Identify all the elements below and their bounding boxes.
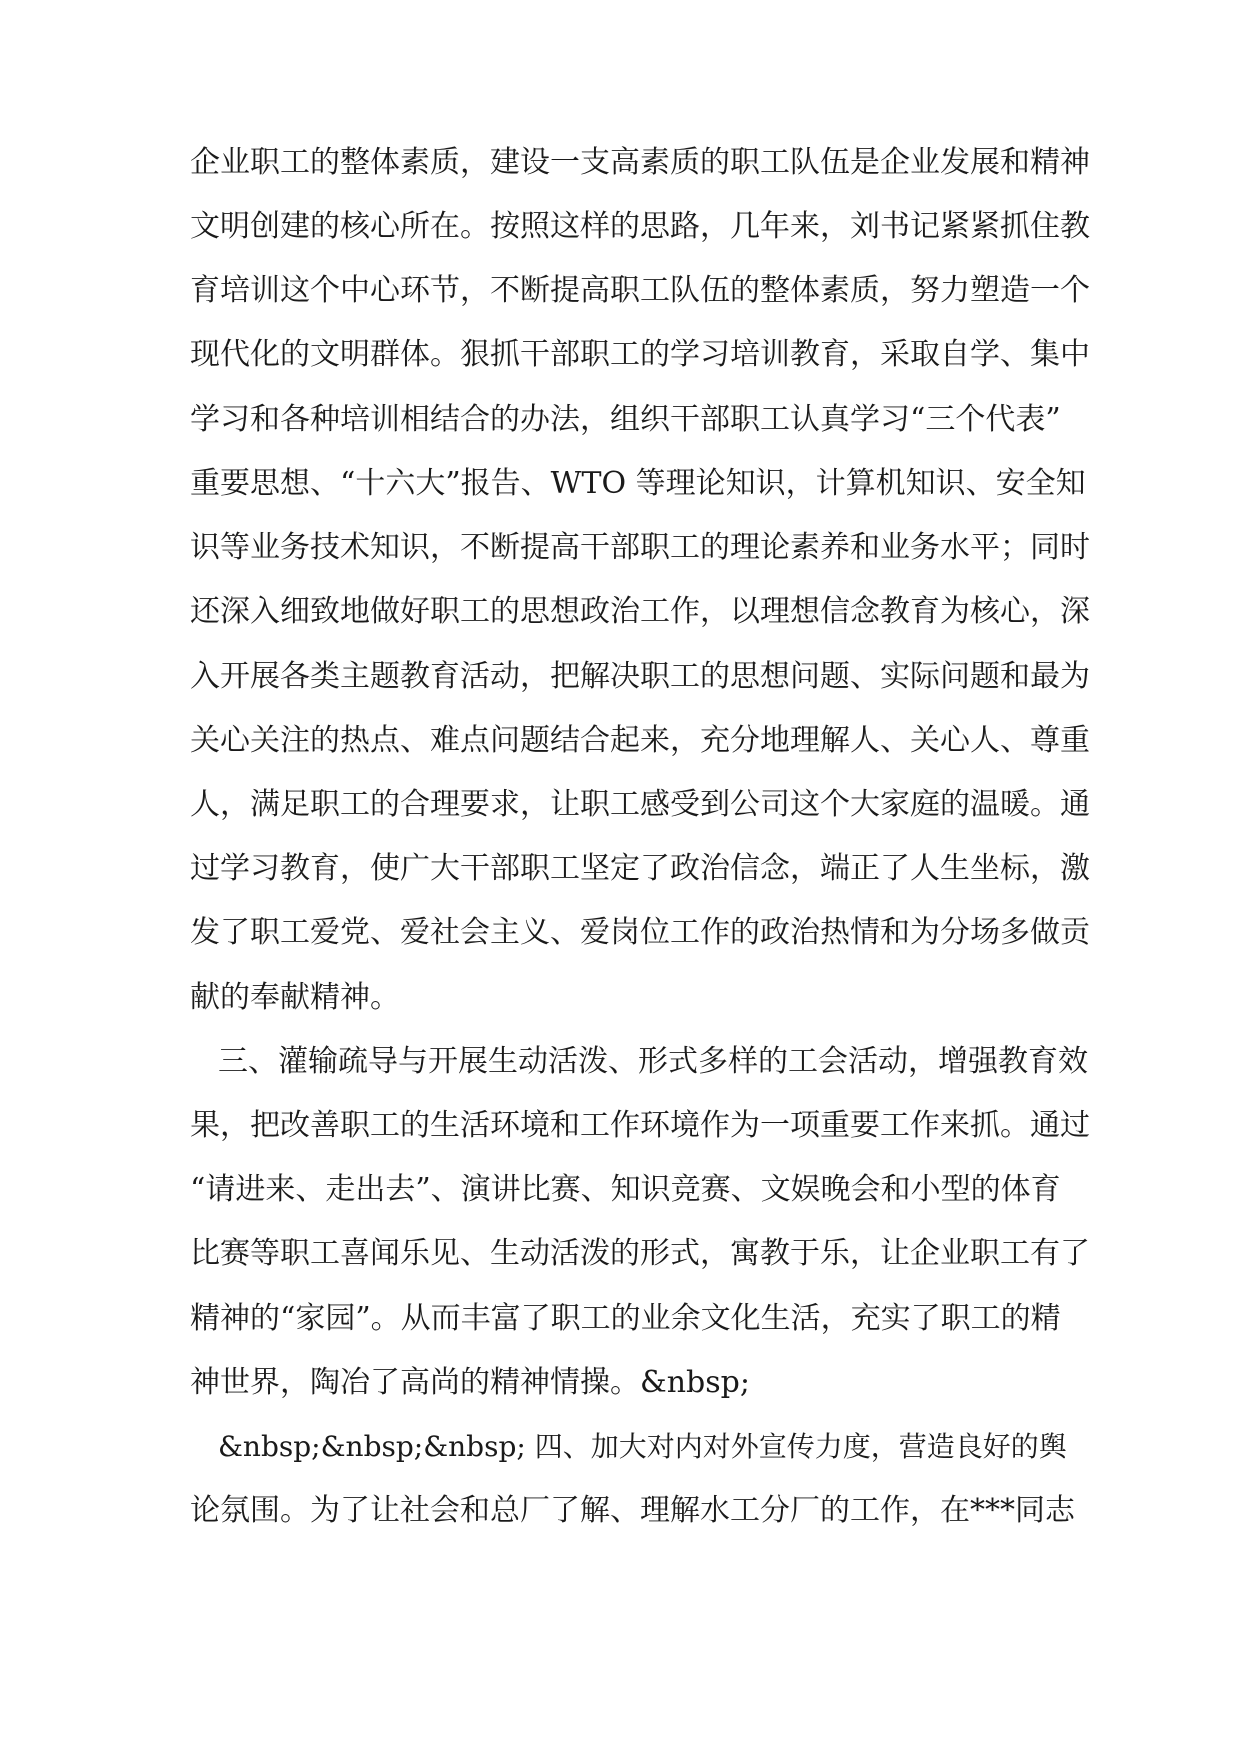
text-line: 论氛围。为了让社会和总厂了解、理解水工分厂的工作，在***同志 <box>190 1493 1075 1528</box>
text-line: 企业职工的整体素质，建设一支高素质的职工队伍是企业发展和精神 <box>190 145 1090 180</box>
text-line: “请进来、走出去”、演讲比赛、知识竞赛、文娱晚会和小型的体育 <box>190 1172 1061 1207</box>
text-line: 过学习教育，使广大干部职工坚定了政治信念，端正了人生坐标，激 <box>190 851 1090 886</box>
text-line: 识等业务技术知识，不断提高干部职工的理论素养和业务水平；同时 <box>190 530 1090 565</box>
text-line: 献的奉献精神。 <box>190 980 400 1015</box>
text-line: 人，满足职工的合理要求，让职工感受到公司这个大家庭的温暖。通 <box>190 787 1090 822</box>
text-line: 学习和各种培训相结合的办法，组织干部职工认真学习“三个代表” <box>190 402 1061 437</box>
text-line: 果，把改善职工的生活环境和工作环境作为一项重要工作来抓。通过 <box>190 1108 1090 1143</box>
text-line: 还深入细致地做好职工的思想政治工作，以理想信念教育为核心，深 <box>190 594 1090 629</box>
text-line: 发了职工爱党、爱社会主义、爱岗位工作的政治热情和为分场多做贡 <box>190 915 1090 950</box>
text-line: 精神的“家园”。从而丰富了职工的业余文化生活，充实了职工的精 <box>190 1301 1061 1336</box>
text-line: 神世界，陶冶了高尚的精神情操。&nbsp; <box>190 1365 750 1400</box>
text-line: 重要思想、“十六大”报告、WTO 等理论知识，计算机知识、安全知 <box>190 466 1086 501</box>
text-line: 关心关注的热点、难点问题结合起来，充分地理解人、关心人、尊重 <box>190 723 1090 758</box>
text-line: 三、灌输疏导与开展生动活泼、形式多样的工会活动，增强教育效 <box>218 1044 1088 1079</box>
text-line: 文明创建的核心所在。按照这样的思路，几年来，刘书记紧紧抓住教 <box>190 209 1090 244</box>
text-line: 比赛等职工喜闻乐见、生动活泼的形式，寓教于乐，让企业职工有了 <box>190 1236 1090 1271</box>
text-line: 入开展各类主题教育活动，把解决职工的思想问题、实际问题和最为 <box>190 659 1090 694</box>
text-line: &nbsp;&nbsp;&nbsp; 四、加大对内对外宣传力度，营造良好的舆 <box>218 1430 1067 1463</box>
text-line: 现代化的文明群体。狠抓干部职工的学习培训教育，采取自学、集中 <box>190 337 1090 372</box>
text-line: 育培训这个中心环节，不断提高职工队伍的整体素质，努力塑造一个 <box>190 273 1090 308</box>
